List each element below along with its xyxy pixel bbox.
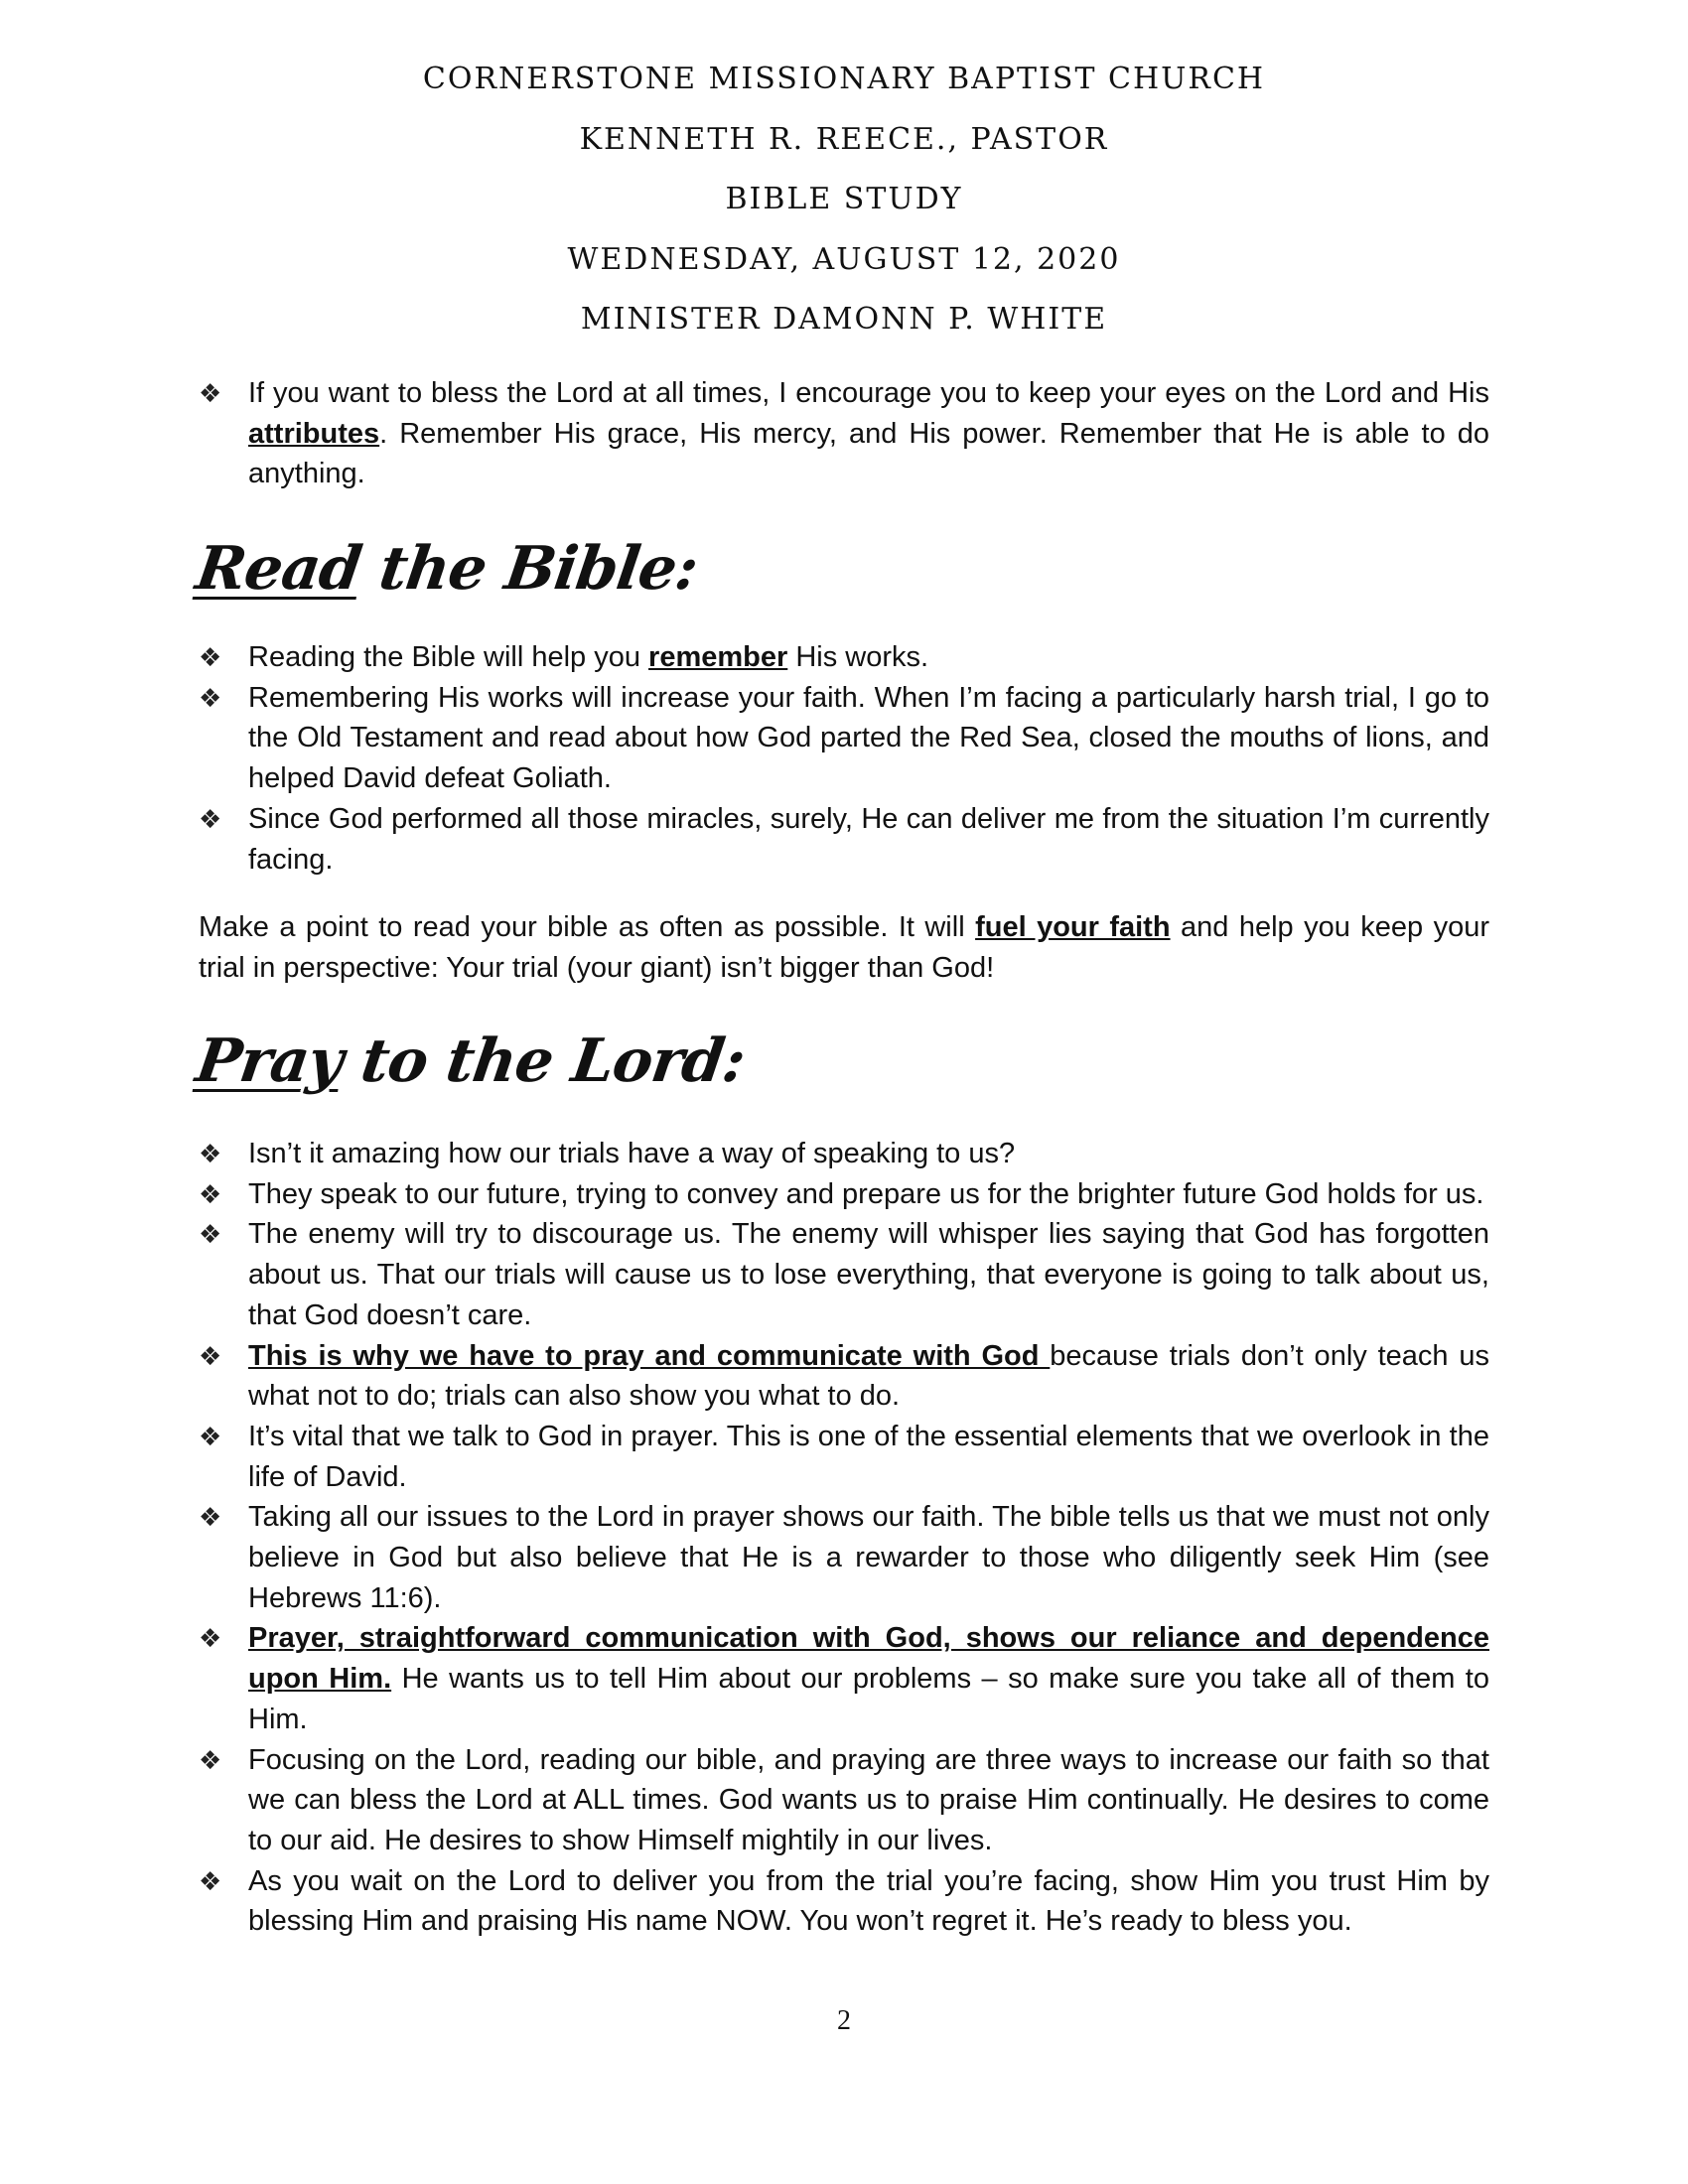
diamond-bullet-icon: ❖ (199, 1745, 222, 1776)
diamond-bullet-icon: ❖ (199, 1220, 222, 1251)
church-name: CORNERSTONE MISSIONARY BAPTIST CHURCH (422, 62, 1266, 96)
pray-bullet-list (199, 1134, 1489, 1942)
diamond-bullet-icon: ❖ (199, 1503, 222, 1534)
emphasis-text: attributes (248, 417, 380, 450)
emphasis-text: This is why we have to pray and communicate with God (248, 1339, 1051, 1372)
list-item: ❖ They speak to our future, trying to convey and prepare us for the brighter future God holds for us. (199, 1174, 1489, 1215)
list-item: ❖ Remembering His works will increase your faith. When I’m facing a particularly harsh trial, I go to the Old Testament and read about how God parted the Red Sea, closed the mouths of lions, and helped David defeat Goliath. (199, 678, 1489, 799)
list-item: ❖ As you wait on the Lord to deliver you from the trial you’re facing, show Him you trust Him by blessing Him and praising His name NOW. You won’t regret it. He’s ready to bless you. (199, 1861, 1489, 1942)
event-date: WEDNESDAY, AUGUST 12, 2020 (567, 241, 1121, 277)
diamond-bullet-icon: ❖ (199, 1422, 222, 1452)
diamond-bullet-icon: ❖ (199, 1866, 222, 1897)
emphasis-text: fuel your faith (975, 911, 1171, 943)
list-item: ❖ This is why we have to pray and communicate with God because trials don’t only teach us what not to do; trials can also show you what to do. (199, 1336, 1489, 1417)
diamond-bullet-icon: ❖ (199, 1140, 222, 1169)
list-item: ❖ Since God performed all those miracles, surely, He can deliver me from the situation I’m currently facing. (199, 799, 1489, 880)
page-number: 2 (837, 2005, 851, 2036)
emphasis-text: Prayer, straightforward communication with God, shows our reliance and dependence upon Him. (248, 1622, 1489, 1696)
section-title-read-the-bible: Read the Bible: (192, 534, 702, 604)
diamond-bullet-icon: ❖ (199, 683, 222, 714)
diamond-bullet-icon: ❖ (199, 1179, 222, 1210)
emphasis-text: remember (648, 641, 788, 673)
document-header (0, 58, 1688, 358)
read-paragraph: Make a point to read your bible as often as possible. It will fuel your faith and help you keep your trial in perspective: Your trial (your giant) isn’t bigger than God! (199, 911, 1489, 984)
intro-bullet-list (199, 373, 1489, 494)
list-item: ❖ The enemy will try to discourage us. The enemy will whisper lies saying that God has forgotten about us. That our trials will cause us to lose everything, that everyone is going to talk about us, that God doesn’t care. (199, 1214, 1489, 1335)
list-item: ❖ If you want to bless the Lord at all times, I encourage you to keep your eyes on the Lord and His attributes. Remember His grace, His mercy, and His power. Remember that He is able to do anything. (199, 373, 1489, 494)
event-title: BIBLE STUDY (725, 182, 963, 216)
list-item: ❖ Reading the Bible will help you remember His works. (199, 637, 1489, 678)
read-bullet-list (199, 637, 1489, 880)
minister-name: MINISTER DAMONN P. WHITE (580, 302, 1108, 337)
diamond-bullet-icon: ❖ (199, 1341, 222, 1372)
pastor-name: KENNETH R. REECE., PASTOR (579, 121, 1109, 157)
list-item: ❖ It’s vital that we talk to God in prayer. This is one of the essential elements that we overlook in the life of David. (199, 1417, 1489, 1497)
diamond-bullet-icon: ❖ (199, 1624, 222, 1655)
list-item: ❖ Isn’t it amazing how our trials have a way of speaking to us? (199, 1134, 1489, 1174)
diamond-bullet-icon: ❖ (199, 804, 222, 835)
list-item: ❖ Focusing on the Lord, reading our bible, and praying are three ways to increase our faith so that we can bless the Lord at ALL times. God wants us to praise Him continually. He desires to come to our aid. He desires to show Himself mightily in our lives. (199, 1740, 1489, 1861)
diamond-bullet-icon: ❖ (199, 643, 222, 673)
section-title-pray-to-the-lord: Pray to the Lord: (192, 1026, 750, 1096)
diamond-bullet-icon: ❖ (199, 379, 222, 409)
list-item: ❖ Taking all our issues to the Lord in prayer shows our faith. The bible tells us that we must not only believe in God but also believe that He is a rewarder to those who diligently seek Him (see Hebrews 11:6). (199, 1497, 1489, 1618)
list-item: ❖ Prayer, straightforward communication with God, shows our reliance and dependence upon Him. He wants us to tell Him about our problems – so make sure you take all of them to Him. (199, 1618, 1489, 1739)
